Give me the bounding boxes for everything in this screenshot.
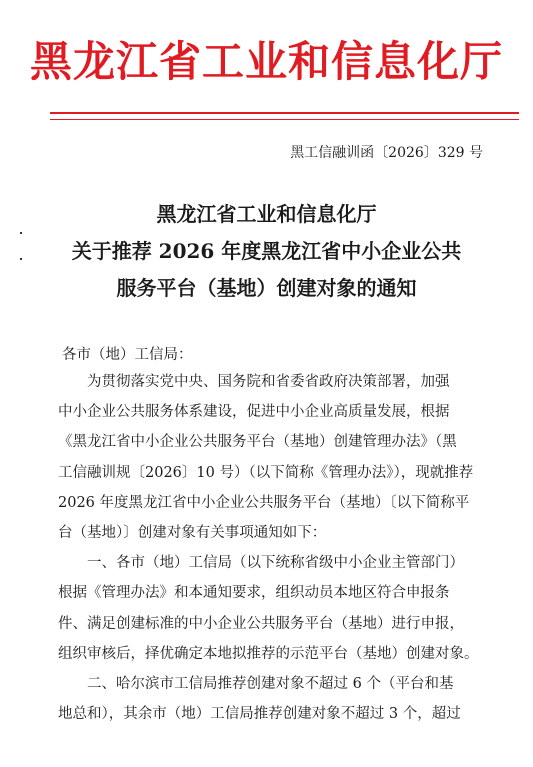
text-line: 中小企业公共服务体系建设，促进中小企业高质量发展，根据 <box>58 404 450 421</box>
title-line-2: 关于推荐 2026 年度黑龙江省中小企业公共 <box>71 239 462 263</box>
red-separator-thin <box>50 119 519 120</box>
title-line-3: 服务平台（基地）创建对象的通知 <box>116 276 417 300</box>
document-number: 黑工信融训函〔2026〕329 号 <box>290 145 483 161</box>
text-line: 台（基地）〕创建对象有关事项通知如下： <box>58 524 327 541</box>
text-line: 根据《管理办法》和本通知要求，组织动员本地区符合申报条 <box>58 585 450 602</box>
issuer-header: 黑龙江省工业和信息化厅 <box>29 37 503 86</box>
text-line: 《黑龙江省中小企业公共服务平台（基地）创建管理办法》（黑 <box>58 434 457 451</box>
paragraph-2 <box>58 548 498 669</box>
text-line: 组织审核后，择优确定本地拟推荐的示范平台（基地）创建对象。 <box>58 645 479 662</box>
paragraph-3 <box>58 669 498 729</box>
text-line: 2026 年度黑龙江省中小企业公共服务平台（基地）〔以下简称平 <box>58 494 470 511</box>
title-line-1: 黑龙江省工业和信息化厅 <box>156 202 377 226</box>
text-line: 一、各市（地）工信局（以下统称省级中小企业主管部门） <box>58 555 464 572</box>
document-body <box>58 367 498 729</box>
text-line: 地总和），其余市（地）工信局推荐创建对象不超过 3 个，超过 <box>58 706 461 723</box>
text-line: 为贯彻落实党中央、国务院和省委省政府决策部署，加强 <box>58 374 450 390</box>
text-line: 工信融训规〔2026〕10 号）（以下简称《管理办法》），现就推荐 <box>58 464 474 481</box>
red-separator-thick <box>50 112 519 114</box>
text-line: 件、满足创建标准的中小企业公共服务平台（基地）进行申报， <box>58 615 464 632</box>
paragraph-1 <box>58 367 498 548</box>
document-title <box>0 196 533 307</box>
salutation: 各市（地）工信局： <box>62 347 193 363</box>
text-line: 二、哈尔滨市工信局推荐创建对象不超过 6 个（平台和基 <box>58 675 454 692</box>
